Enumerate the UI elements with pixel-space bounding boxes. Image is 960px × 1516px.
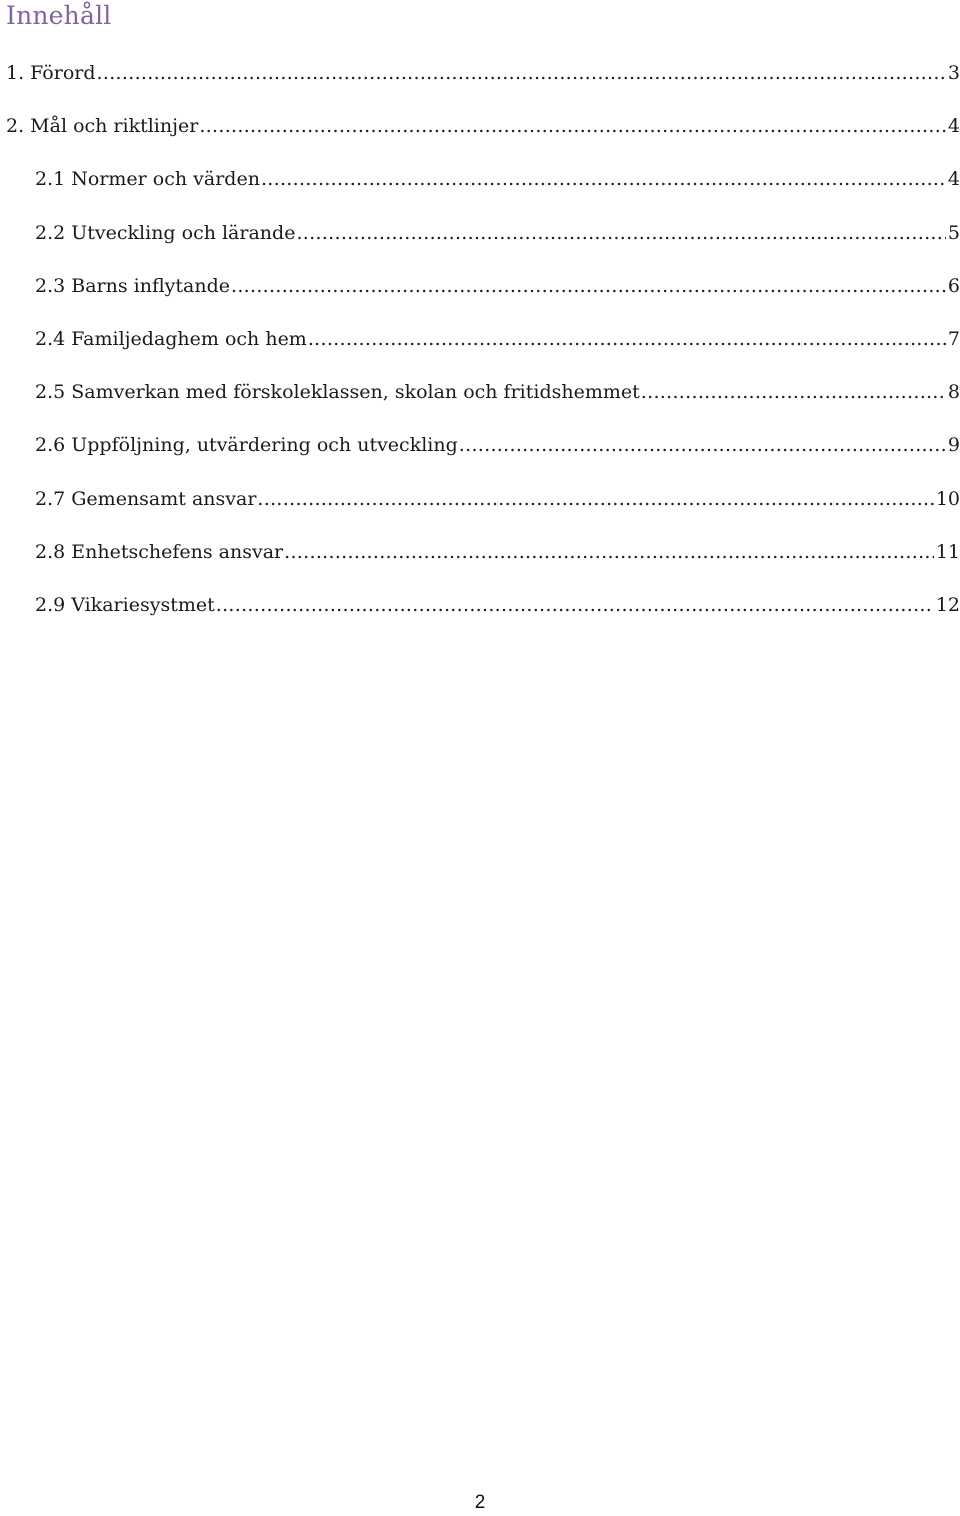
toc-entry-gemensamt-ansvar[interactable] <box>0 484 960 537</box>
toc-entry-normer-och-varden[interactable] <box>0 164 960 217</box>
toc-dot-leader <box>231 271 946 301</box>
toc-dot-leader <box>308 324 946 354</box>
toc-entry-title: 2.5 Samverkan med förskoleklassen, skolan och fritidshemmet <box>35 381 640 404</box>
toc-entry-title: 2.4 Familjedaghem och hem <box>35 327 307 350</box>
toc-entry-samverkan[interactable] <box>0 377 960 430</box>
toc-entry-enhetschefens-ansvar[interactable] <box>0 537 960 590</box>
toc-dot-leader <box>199 111 946 141</box>
toc-dot-leader <box>216 590 934 620</box>
toc-entry-title: 2.7 Gemensamt ansvar <box>35 487 257 510</box>
toc-entry-forord[interactable] <box>0 58 960 111</box>
toc-page-number: 4 <box>947 168 960 191</box>
toc-page-number: 9 <box>947 434 960 457</box>
toc-page-number: 11 <box>935 540 960 563</box>
toc-entry-title: 2. Mål och riktlinjer <box>6 115 199 138</box>
toc-entry-barns-inflytande[interactable] <box>0 271 960 324</box>
toc-entry-uppfoljning[interactable] <box>0 430 960 483</box>
toc-entry-utveckling-och-larande[interactable] <box>0 218 960 271</box>
toc-dot-leader <box>261 164 946 194</box>
toc-entry-title: 2.2 Utveckling och lärande <box>35 221 296 244</box>
table-of-contents <box>0 58 960 643</box>
toc-dot-leader <box>296 218 945 248</box>
toc-page-number: 4 <box>947 115 960 138</box>
toc-page-number: 5 <box>947 221 960 244</box>
toc-page-number: 6 <box>947 274 960 297</box>
toc-page-number: 7 <box>947 327 960 350</box>
toc-dot-leader <box>284 537 934 567</box>
toc-entry-title: 2.9 Vikariesystmet <box>35 593 215 616</box>
toc-entry-title: 2.3 Barns inflytande <box>35 274 230 297</box>
toc-entry-vikariesystmet[interactable] <box>0 590 960 643</box>
toc-dot-leader <box>641 377 946 407</box>
toc-page-number: 8 <box>947 381 960 404</box>
toc-dot-leader <box>97 58 946 88</box>
toc-entry-familjedaghem-och-hem[interactable] <box>0 324 960 377</box>
toc-entry-title: 2.6 Uppföljning, utvärdering och utveckling <box>35 434 458 457</box>
toc-entry-title: 2.1 Normer och värden <box>35 168 260 191</box>
toc-page-number: 10 <box>935 487 960 510</box>
page-number: 2 <box>474 1492 486 1513</box>
toc-entry-mal-och-riktlinjer[interactable] <box>0 111 960 164</box>
toc-heading: Innehåll <box>6 1 112 30</box>
toc-entry-title: 1. Förord <box>6 62 96 84</box>
toc-dot-leader <box>257 484 933 514</box>
toc-dot-leader <box>459 430 946 460</box>
toc-page-number: 3 <box>947 62 960 84</box>
toc-entry-title: 2.8 Enhetschefens ansvar <box>35 540 284 563</box>
toc-page-number: 12 <box>935 593 960 616</box>
